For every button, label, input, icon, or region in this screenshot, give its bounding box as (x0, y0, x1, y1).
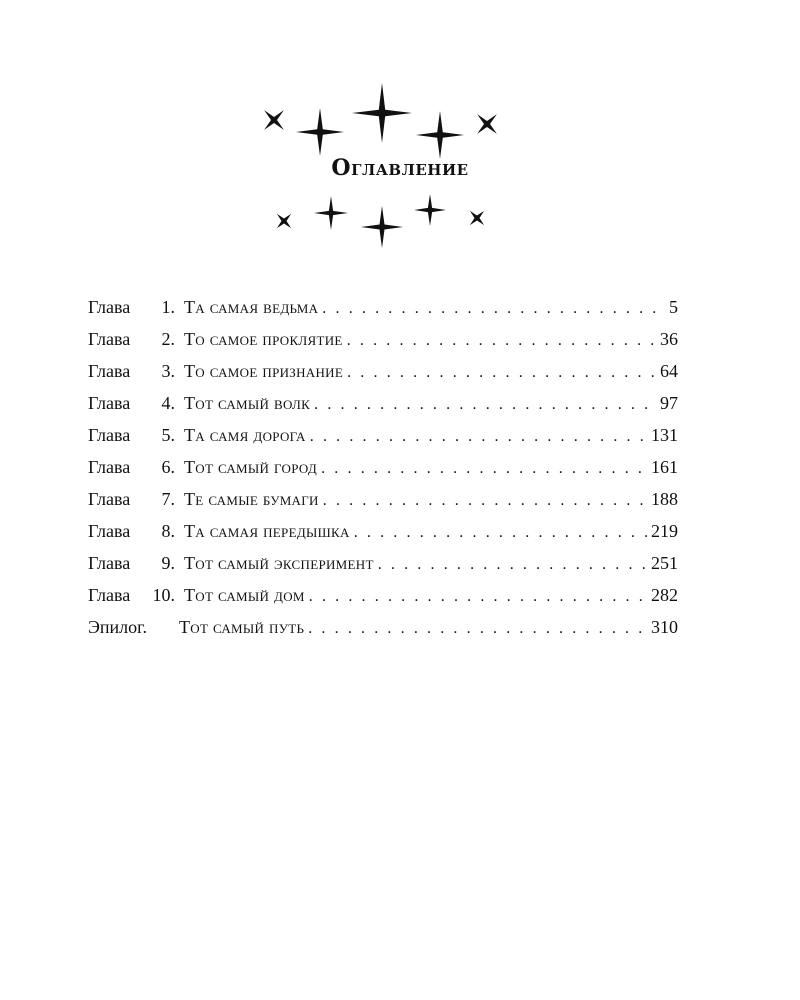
chapter-title: Та самя дорога (184, 425, 306, 445)
page-number: 64 (660, 361, 678, 381)
table-of-contents (88, 297, 678, 649)
page-number: 310 (651, 617, 678, 637)
star-icon (264, 110, 284, 130)
chapter-number: 4. (161, 393, 175, 413)
chapter-title: Те самые бумаги (184, 489, 319, 509)
page-number: 131 (651, 425, 678, 445)
chapter-label: Глава (88, 297, 131, 317)
page-number: 251 (651, 553, 678, 573)
chapter-number: 2. (161, 329, 175, 349)
page-number: 97 (660, 393, 678, 413)
star-icon (277, 214, 291, 228)
chapter-title: Тот самый эксперимент (184, 553, 374, 573)
page-number: 282 (651, 585, 678, 605)
chapter-number: 8. (161, 521, 175, 541)
chapter-label: Глава (88, 553, 131, 573)
dot-leader (321, 460, 647, 478)
chapter-number: 1. (161, 297, 175, 317)
star-ornament-top-icon (0, 0, 800, 260)
chapter-title: Тот самый город (184, 457, 318, 477)
page-number: 188 (651, 489, 678, 509)
toc-entry (88, 553, 678, 585)
chapter-title: Тот самый дом (184, 585, 305, 605)
chapter-number: 10. (152, 585, 175, 605)
chapter-label: Глава (88, 361, 131, 381)
star-icon (477, 114, 497, 134)
chapter-number: 5. (161, 425, 175, 445)
dot-leader (323, 492, 647, 510)
page-number: 5 (669, 297, 678, 317)
chapter-number: 7. (161, 489, 175, 509)
star-icon (414, 194, 446, 226)
star-icon (296, 108, 344, 156)
chapter-number: 3. (161, 361, 175, 381)
epilogue-label: Эпилог. (88, 617, 147, 637)
chapter-title: Тот самый волк (184, 393, 311, 413)
dot-leader (378, 556, 647, 574)
chapter-title: Та самая передышка (184, 521, 350, 541)
dot-leader (322, 300, 664, 318)
epilogue-title: Тот самый путь (179, 617, 305, 637)
toc-entry (88, 489, 678, 521)
toc-entry (88, 297, 678, 329)
dot-leader (314, 396, 656, 414)
dot-leader (310, 428, 647, 446)
toc-entry-epilogue (88, 617, 678, 649)
chapter-label: Глава (88, 489, 131, 509)
page-number: 219 (651, 521, 678, 541)
dot-leader (309, 588, 647, 606)
chapter-number: 6. (161, 457, 175, 477)
chapter-label: Глава (88, 393, 131, 413)
dot-leader (347, 332, 656, 350)
toc-entry (88, 329, 678, 361)
dot-leader (347, 364, 656, 382)
star-icon (416, 111, 464, 159)
chapter-title: Та самая ведьма (184, 297, 319, 317)
toc-entry (88, 457, 678, 489)
chapter-label: Глава (88, 329, 131, 349)
chapter-title: То самое признание (184, 361, 344, 381)
star-icon (361, 206, 403, 248)
page-number: 161 (651, 457, 678, 477)
toc-entry (88, 585, 678, 617)
dot-leader (354, 524, 647, 542)
chapter-label: Глава (88, 425, 131, 445)
star-icon (352, 83, 412, 143)
page-title: Оглавление (331, 155, 469, 181)
chapter-title: То самое проклятие (184, 329, 343, 349)
star-icon (470, 211, 484, 225)
dot-leader (308, 620, 647, 638)
star-icon (314, 196, 348, 230)
toc-entry (88, 521, 678, 553)
chapter-label: Глава (88, 521, 131, 541)
toc-entry (88, 361, 678, 393)
chapter-label: Глава (88, 585, 131, 605)
toc-entry (88, 393, 678, 425)
page-number: 36 (660, 329, 678, 349)
toc-entry (88, 425, 678, 457)
chapter-label: Глава (88, 457, 131, 477)
chapter-number: 9. (161, 553, 175, 573)
